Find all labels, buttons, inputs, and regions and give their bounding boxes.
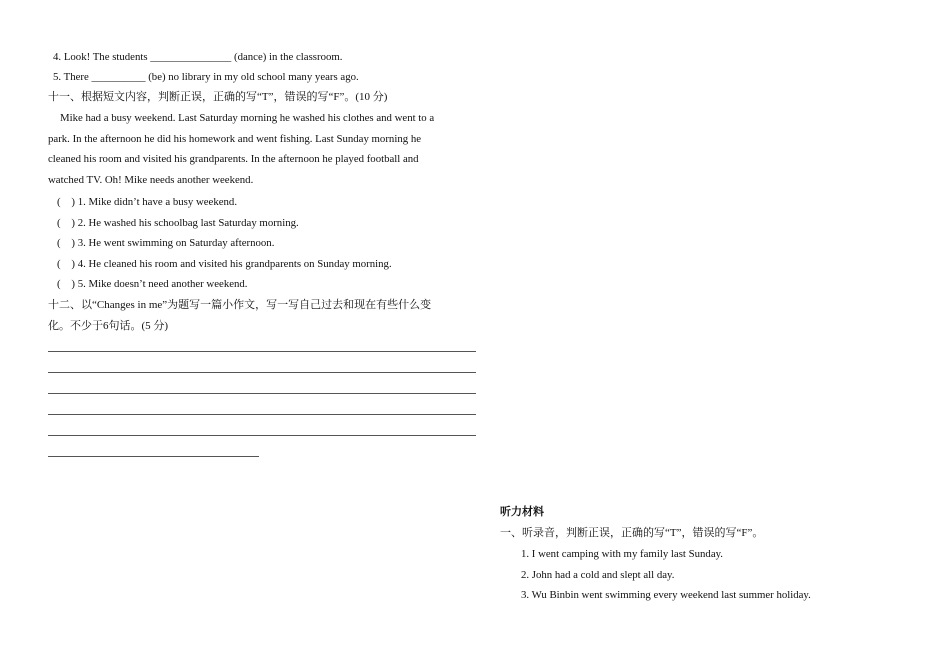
- tf-item: ( ) 2. He washed his schoolbag last Saturday morning.: [57, 217, 299, 229]
- passage-line: watched TV. Oh! Mike needs another weekend.: [48, 174, 254, 187]
- writing-line[interactable]: [48, 456, 259, 457]
- passage-line: Mike had a busy weekend. Last Saturday morning he washed his clothes and went to a: [60, 112, 435, 124]
- answer-blank[interactable]: __________: [91, 71, 146, 83]
- item-text: (be) no library in my old school many years ago.: [148, 71, 359, 83]
- writing-line[interactable]: [48, 435, 476, 436]
- listening-section-heading: 一、听录音，判断正误，正确的写“T”，错误的写“F”。: [500, 526, 764, 539]
- item-number: 5.: [53, 71, 62, 83]
- item-text: (dance) in the classroom.: [233, 51, 343, 63]
- listening-title: 听力材料: [500, 505, 544, 518]
- tf-item: ( ) 5. Mike doesn’t need another weekend.: [57, 278, 248, 290]
- item-text: There: [63, 71, 89, 83]
- item-text: Look! The students: [63, 51, 148, 63]
- answer-bracket[interactable]: ( ): [57, 278, 75, 290]
- tf-item: ( ) 1. Mike didn’t have a busy weekend.: [57, 196, 238, 208]
- tf-item: ( ) 4. He cleaned his room and visited his grandparents on Sunday morning.: [57, 258, 392, 270]
- listening-item: 3. Wu Binbin went swimming every weekend last summer holiday.: [521, 589, 811, 601]
- fill-item-4: [53, 50, 343, 64]
- listening-item: 1. I went camping with my family last Sunday.: [521, 548, 724, 560]
- writing-line[interactable]: [48, 414, 476, 415]
- answer-bracket[interactable]: ( ): [57, 237, 75, 249]
- passage-line: cleaned his room and visited his grandparents. In the afternoon he played football and: [48, 153, 419, 166]
- section-11-heading: 十一、根据短文内容，判断正误，正确的写“T”，错误的写“F”。(10 分): [48, 90, 388, 103]
- answer-bracket[interactable]: ( ): [57, 196, 75, 208]
- answer-bracket[interactable]: ( ): [57, 217, 75, 229]
- item-number: 4.: [53, 51, 62, 63]
- section-12-heading: 十二、以“Changes in me”为题写一篇小作文，写一写自己过去和现在有些什么变: [48, 298, 432, 311]
- tf-item: ( ) 3. He went swimming on Saturday afternoon.: [57, 237, 275, 249]
- section-12-heading-line2: 化。不少于6句话。(5 分): [48, 319, 169, 332]
- listening-item: 2. John had a cold and slept all day.: [521, 569, 675, 581]
- fill-item-5: [53, 70, 359, 84]
- reading-passage: [48, 108, 478, 191]
- passage-line: park. In the afternoon he did his homework and went fishing. Last Sunday morning he: [48, 132, 422, 145]
- answer-blank[interactable]: _______________: [150, 51, 232, 63]
- writing-line[interactable]: [48, 351, 476, 352]
- writing-line[interactable]: [48, 393, 476, 394]
- answer-bracket[interactable]: ( ): [57, 258, 75, 270]
- writing-line[interactable]: [48, 372, 476, 373]
